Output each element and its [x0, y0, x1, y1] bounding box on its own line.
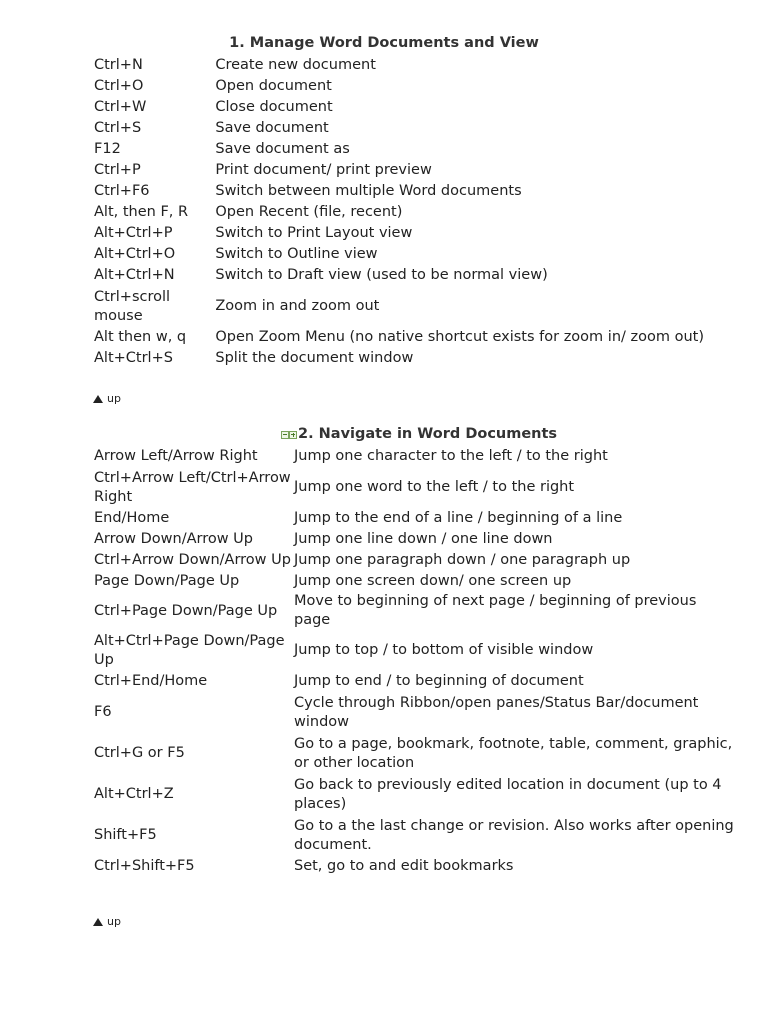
- table-row: [94, 550, 734, 571]
- table-row: [94, 76, 768, 97]
- shortcut-description: Print document/ print preview: [215, 162, 432, 178]
- shortcut-key: Ctrl+S: [94, 120, 142, 136]
- shortcut-key: Arrow Left/Arrow Right: [94, 448, 258, 464]
- shortcut-description: Open Recent (file, recent): [215, 204, 403, 220]
- up-link-label: up: [107, 392, 121, 405]
- table-row: [94, 815, 734, 856]
- table-row: [94, 630, 734, 671]
- shortcut-description: Jump to the end of a line / beginning of a line: [294, 510, 623, 526]
- shortcut-key: Alt+Ctrl+S: [94, 350, 173, 366]
- shortcut-description: Go to a page, bookmark, footnote, table, comment, graphic, or other location: [294, 735, 733, 771]
- table-row: [94, 223, 768, 244]
- up-arrow-icon: [93, 395, 103, 403]
- table-row: [94, 181, 768, 202]
- shortcut-key: Alt+Ctrl+Page Down/Page Up: [94, 632, 285, 668]
- table-row: [94, 286, 768, 327]
- table-row: [94, 244, 768, 265]
- shortcut-description: Move to beginning of next page / beginning of previous page: [294, 593, 697, 628]
- shortcut-key: Alt+Ctrl+P: [94, 225, 173, 241]
- table-row: [94, 467, 734, 508]
- table-row: [94, 733, 734, 774]
- table-row: [94, 327, 768, 348]
- table-row: [94, 348, 768, 369]
- shortcut-description: Go back to previously edited location in document (up to 4 places): [294, 776, 722, 812]
- shortcut-description: Jump one screen down/ one screen up: [294, 573, 572, 589]
- shortcut-key: Page Down/Page Up: [94, 573, 240, 589]
- shortcut-key: Arrow Down/Arrow Up: [94, 531, 254, 547]
- shortcut-description: Set, go to and edit bookmarks: [294, 858, 514, 874]
- shortcut-key: F12: [94, 141, 121, 157]
- shortcut-description: Zoom in and zoom out: [215, 298, 380, 314]
- shortcut-description: Close document: [215, 99, 333, 115]
- shortcut-description: Cycle through Ribbon/open panes/Status Bar/document window: [294, 694, 699, 730]
- shortcut-key: Alt+Ctrl+O: [94, 246, 176, 262]
- table-row: [94, 774, 734, 815]
- shortcut-key: Ctrl+P: [94, 162, 141, 178]
- shortcut-key: Ctrl+Arrow Down/Arrow Up: [94, 552, 291, 568]
- shortcut-key: End/Home: [94, 510, 170, 526]
- shortcut-description: Jump one character to the left / to the right: [294, 448, 608, 464]
- shortcut-key: Alt+Ctrl+N: [94, 267, 175, 283]
- table-row: [94, 571, 734, 592]
- table-row: [94, 139, 768, 160]
- shortcut-description: Switch between multiple Word documents: [215, 183, 522, 199]
- shortcut-key: Alt+Ctrl+Z: [94, 786, 174, 802]
- shortcut-description: Jump one word to the left / to the right: [294, 479, 575, 495]
- table-row: [94, 55, 768, 76]
- table-row: [94, 160, 768, 181]
- table-row: [94, 592, 734, 630]
- shortcut-key: Ctrl+O: [94, 78, 144, 94]
- shortcut-description: Switch to Draft view (used to be normal view): [215, 267, 548, 283]
- shortcut-description: Create new document: [215, 57, 376, 73]
- shortcut-description: Save document as: [215, 141, 350, 157]
- shortcut-key: F6: [94, 704, 112, 720]
- table-row: [94, 118, 768, 139]
- shortcut-description: Open Zoom Menu (no native shortcut exists for zoom in/ zoom out): [215, 329, 704, 345]
- shortcut-description: Jump to end / to beginning of document: [294, 673, 584, 689]
- shortcut-key: Ctrl+W: [94, 99, 147, 115]
- section2-title: [281, 426, 557, 442]
- table-row: [94, 529, 734, 550]
- table-row: [94, 446, 734, 467]
- shortcut-description: Open document: [215, 78, 332, 94]
- shortcut-key: Ctrl+F6: [94, 183, 150, 199]
- shortcut-key: Ctrl+scroll mouse: [94, 288, 171, 324]
- up-link[interactable]: [93, 392, 121, 405]
- shortcuts-table-navigate: [94, 446, 734, 877]
- table-row: [94, 692, 734, 733]
- shortcut-description: Jump one paragraph down / one paragraph up: [294, 552, 631, 568]
- up-arrow-icon: [93, 918, 103, 926]
- shortcut-key: Ctrl+N: [94, 57, 143, 73]
- shortcut-key: Ctrl+Page Down/Page Up: [94, 602, 278, 619]
- shortcut-key: Shift+F5: [94, 827, 157, 843]
- shortcut-key: Ctrl+Shift+F5: [94, 858, 195, 874]
- shortcut-key: Ctrl+G or F5: [94, 745, 185, 761]
- shortcut-description: Go to a the last change or revision. Also works after opening document.: [294, 817, 734, 853]
- shortcut-description: Jump one line down / one line down: [294, 531, 553, 547]
- table-row: [94, 671, 734, 692]
- section2-title-text: 2. Navigate in Word Documents: [298, 426, 558, 442]
- shortcut-description: Switch to Print Layout view: [215, 225, 413, 241]
- shortcut-key: Ctrl+End/Home: [94, 673, 208, 689]
- table-row: [94, 202, 768, 223]
- shortcut-key: Ctrl+Arrow Left/Ctrl+Arrow Right: [94, 469, 291, 505]
- section1-title: 1. Manage Word Documents and View: [229, 35, 539, 51]
- shortcut-key: Alt then w, q: [94, 329, 187, 345]
- table-row: [94, 856, 734, 877]
- table-row: [94, 508, 734, 529]
- shortcut-key: Alt, then F, R: [94, 204, 189, 220]
- shortcut-description: Switch to Outline view: [215, 246, 378, 262]
- shortcut-description: Jump to top / to bottom of visible window: [294, 642, 594, 658]
- shortcut-description: Split the document window: [215, 350, 414, 366]
- expand-collapse-icon[interactable]: [281, 430, 297, 439]
- shortcuts-table-manage: [94, 55, 768, 369]
- table-row: [94, 265, 768, 286]
- up-link[interactable]: [93, 915, 121, 928]
- shortcut-description: Save document: [215, 120, 329, 136]
- table-row: [94, 97, 768, 118]
- up-link-label: up: [107, 915, 121, 928]
